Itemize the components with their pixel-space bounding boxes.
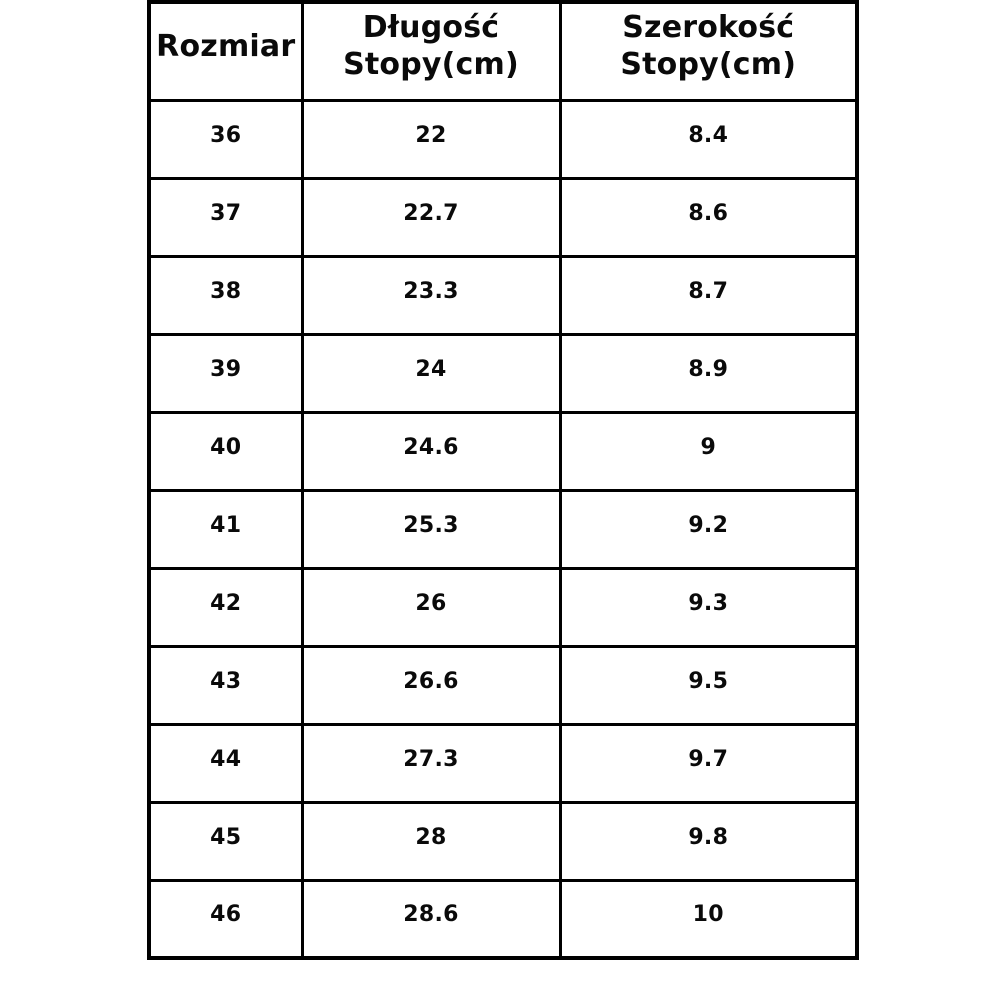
table-cell: 36 xyxy=(149,100,302,178)
table-row xyxy=(149,490,857,568)
table-cell: 40 xyxy=(149,412,302,490)
table-cell: 44 xyxy=(149,724,302,802)
table-cell: 8.9 xyxy=(560,334,857,412)
table-cell: 9.5 xyxy=(560,646,857,724)
size-table-body xyxy=(149,100,857,958)
table-row xyxy=(149,646,857,724)
table-cell: 9.2 xyxy=(560,490,857,568)
table-cell: 9.3 xyxy=(560,568,857,646)
table-cell: 42 xyxy=(149,568,302,646)
shoe-size-table xyxy=(147,0,859,960)
table-cell: 39 xyxy=(149,334,302,412)
table-row xyxy=(149,724,857,802)
header-rozmiar: Rozmiar xyxy=(149,2,302,100)
table-cell: 9.7 xyxy=(560,724,857,802)
table-cell: 24.6 xyxy=(302,412,560,490)
table-cell: 22 xyxy=(302,100,560,178)
table-cell: 46 xyxy=(149,880,302,958)
table-row xyxy=(149,178,857,256)
table-header xyxy=(149,2,857,100)
table-cell: 26 xyxy=(302,568,560,646)
table-cell: 28.6 xyxy=(302,880,560,958)
table-row xyxy=(149,568,857,646)
table-cell: 26.6 xyxy=(302,646,560,724)
table-cell: 43 xyxy=(149,646,302,724)
table-cell: 22.7 xyxy=(302,178,560,256)
table-cell: 27.3 xyxy=(302,724,560,802)
table-cell: 8.6 xyxy=(560,178,857,256)
table-row xyxy=(149,256,857,334)
table-row xyxy=(149,880,857,958)
table-cell: 10 xyxy=(560,880,857,958)
table-cell: 37 xyxy=(149,178,302,256)
table-row xyxy=(149,802,857,880)
table-cell: 8.7 xyxy=(560,256,857,334)
table-row xyxy=(149,412,857,490)
header-szerokosc-stopy: Szerokość Stopy(cm) xyxy=(560,2,857,100)
table-cell: 38 xyxy=(149,256,302,334)
table-cell: 23.3 xyxy=(302,256,560,334)
table-cell: 41 xyxy=(149,490,302,568)
table-cell: 9 xyxy=(560,412,857,490)
table-cell: 9.8 xyxy=(560,802,857,880)
table-cell: 45 xyxy=(149,802,302,880)
table-row xyxy=(149,100,857,178)
table-cell: 8.4 xyxy=(560,100,857,178)
table-cell: 24 xyxy=(302,334,560,412)
header-dlugosc-stopy: Długość Stopy(cm) xyxy=(302,2,560,100)
table-row xyxy=(149,334,857,412)
header-row xyxy=(149,2,857,100)
table-cell: 25.3 xyxy=(302,490,560,568)
table-cell: 28 xyxy=(302,802,560,880)
